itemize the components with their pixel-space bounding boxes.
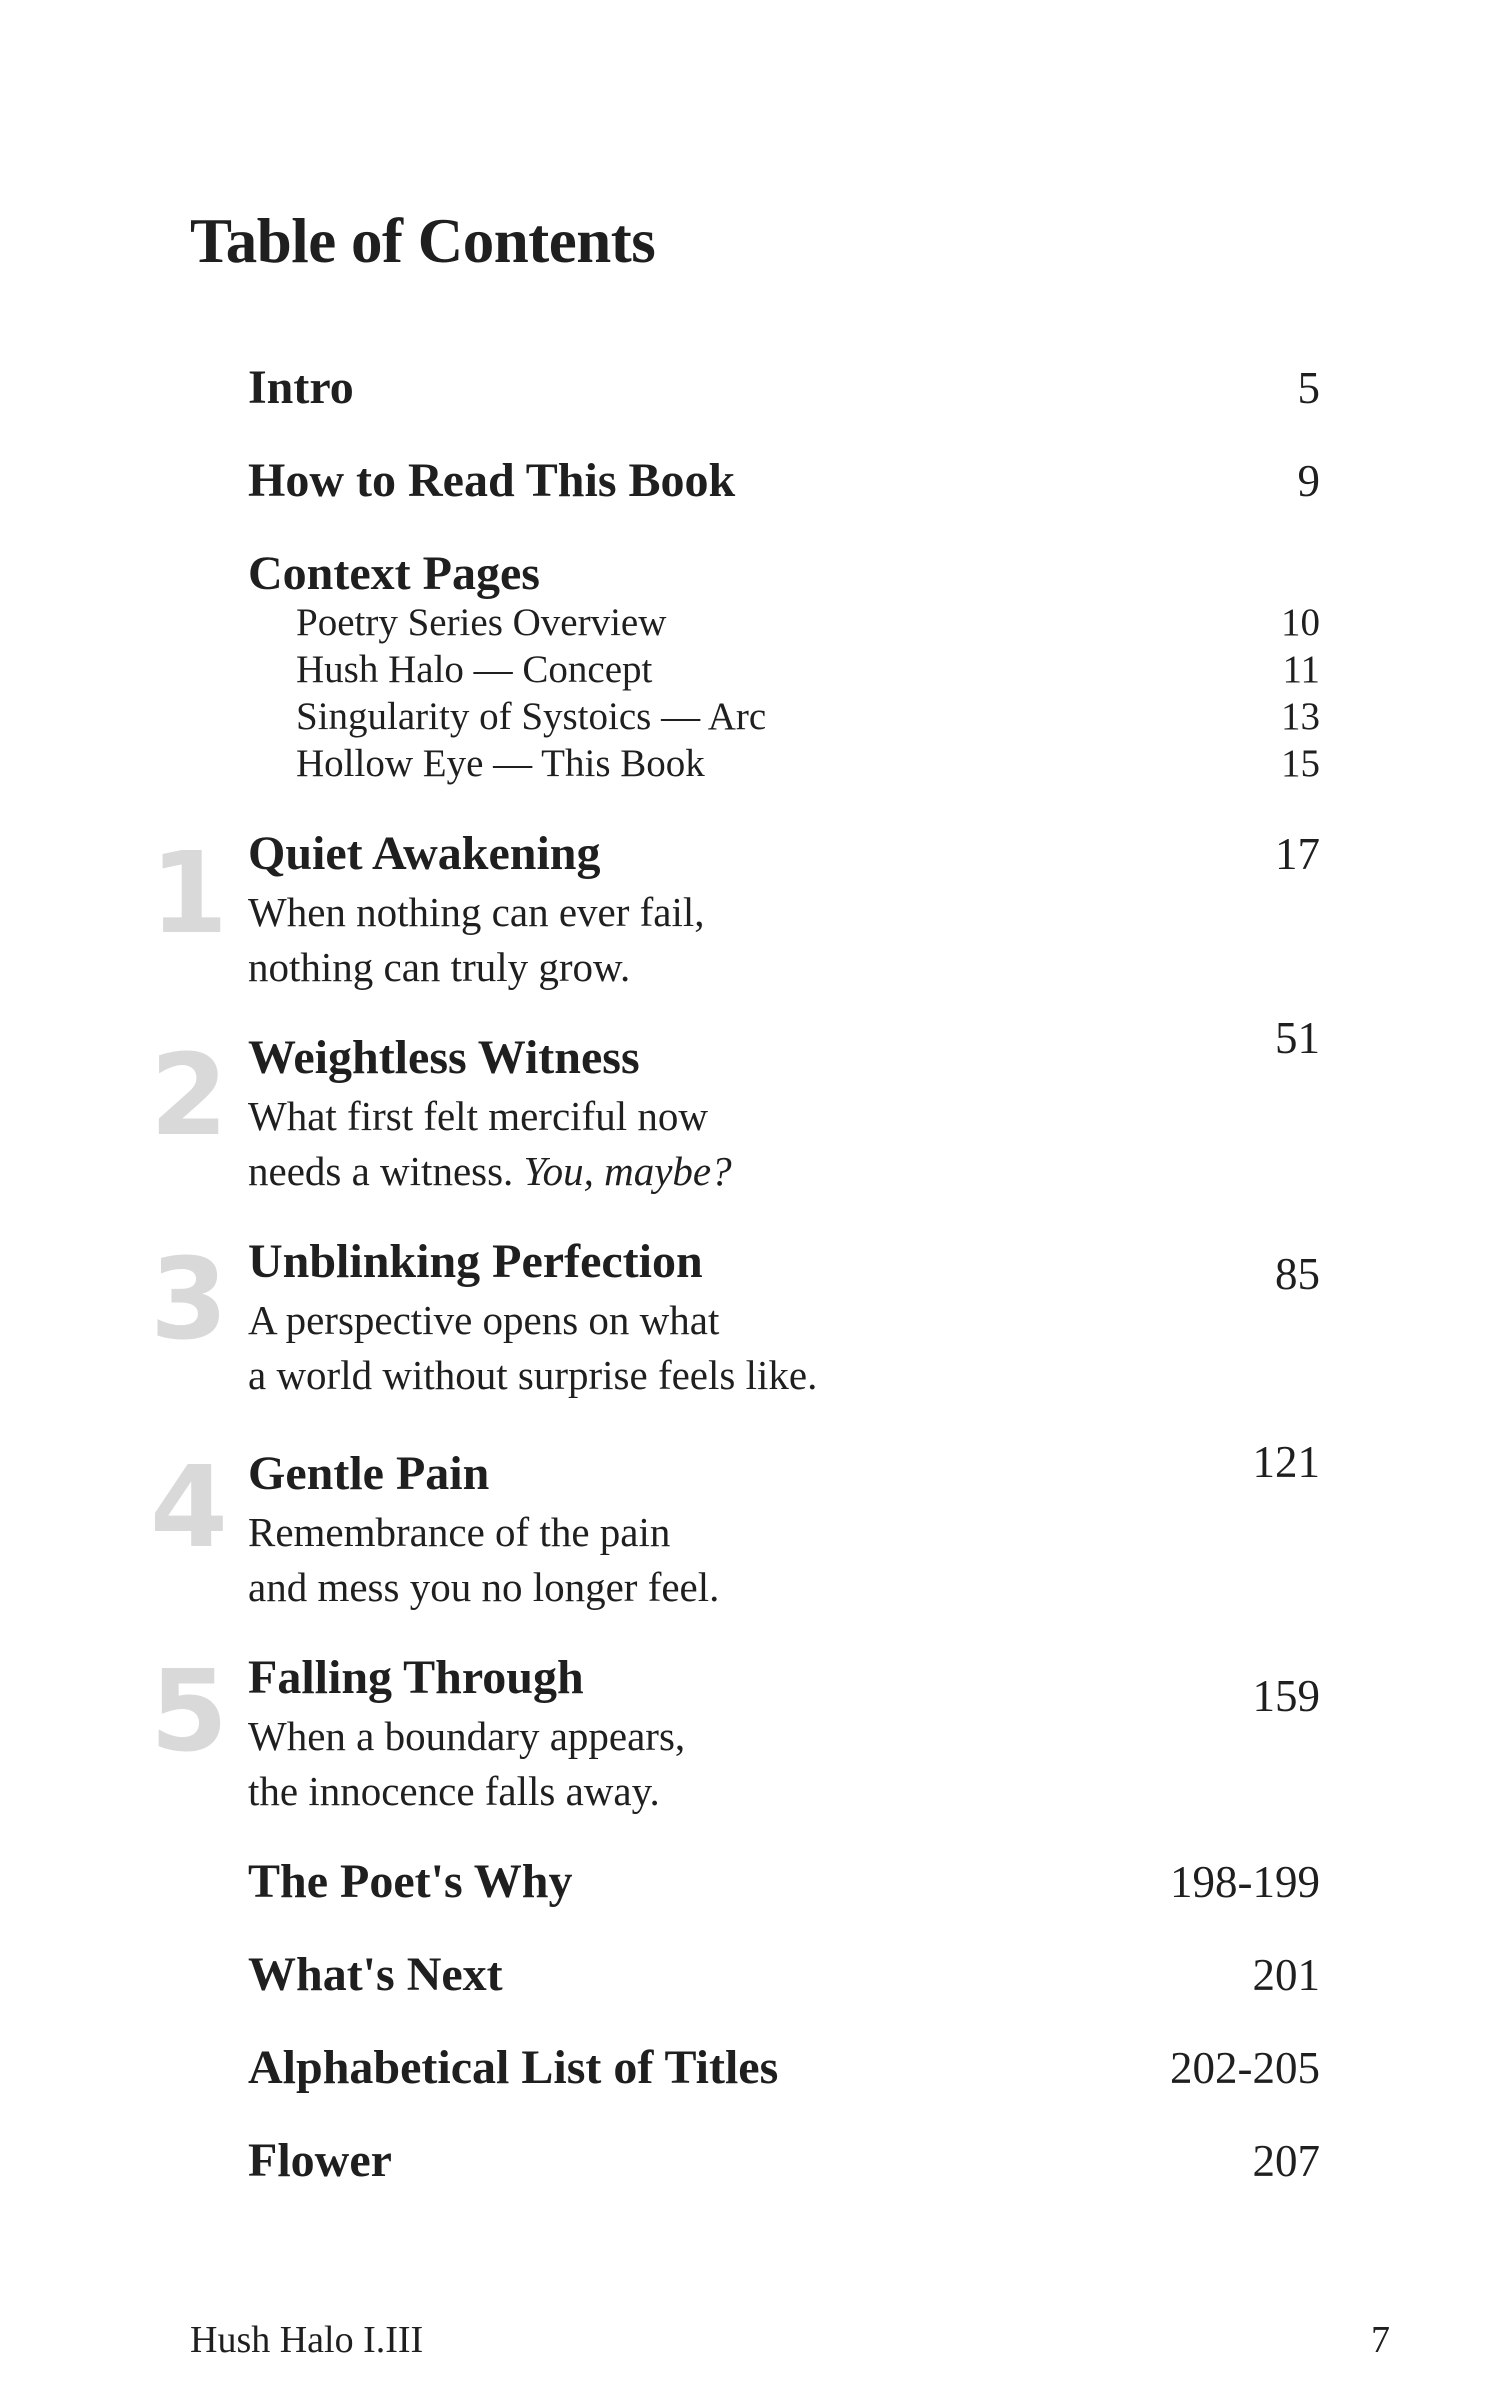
entry-label: Alphabetical List of Titles (248, 2041, 779, 2094)
toc-entry-flower[interactable] (248, 2133, 1320, 2188)
subentry-page: 11 (1282, 648, 1320, 691)
chapter-title: Unblinking Perfection (248, 1235, 703, 1288)
chapter-number: 3 (150, 1235, 228, 1365)
chapter-description: Remembrance of the pain and mess you no longer feel. (248, 1509, 720, 1610)
entry-page: 207 (1252, 2136, 1320, 2186)
toc-subentry[interactable] (248, 693, 1320, 740)
entry-page: 198-199 (1170, 1857, 1320, 1907)
section-label: Context Pages (248, 547, 540, 600)
toc-entry-how-to-read[interactable] (248, 453, 1320, 508)
page-footer (190, 2318, 1390, 2362)
chapter-description: What first felt merciful now needs a witness. You, maybe? (248, 1093, 732, 1194)
toc-entry-intro[interactable] (248, 360, 1320, 415)
toc-chapter-2[interactable] (248, 1013, 1320, 1199)
chapter-number: 4 (150, 1443, 228, 1573)
toc-chapter-4[interactable] (248, 1437, 1320, 1615)
chapter-title: Weightless Witness (248, 1031, 640, 1084)
toc-section-context (248, 546, 1320, 787)
chapter-page: 51 (1275, 1013, 1320, 1063)
entry-page: 5 (1297, 363, 1320, 413)
chapter-number: 2 (150, 1031, 228, 1161)
footer-page-number: 7 (1371, 2319, 1390, 2361)
entry-page: 202-205 (1170, 2043, 1320, 2093)
entry-label: Flower (248, 2134, 392, 2187)
toc-chapter-5[interactable] (248, 1650, 1320, 1819)
chapter-description: When a boundary appears, the innocence falls away. (248, 1713, 686, 1814)
entry-label: What's Next (248, 1948, 503, 2001)
chapter-page: 17 (1275, 829, 1320, 879)
toc-subentry[interactable] (248, 599, 1320, 646)
toc-chapter-3[interactable] (248, 1234, 1320, 1403)
toc-chapter-1[interactable] (248, 826, 1320, 995)
entry-label: Intro (248, 361, 354, 414)
subentry-label: Singularity of Systoics — Arc (296, 695, 767, 738)
toc-entry-whats-next[interactable] (248, 1947, 1320, 2002)
chapter-page: 159 (1252, 1671, 1320, 1721)
subentry-label: Hush Halo — Concept (296, 648, 653, 691)
chapter-title: Falling Through (248, 1651, 584, 1704)
chapter-page: 85 (1275, 1249, 1320, 1299)
subentry-page: 13 (1281, 695, 1320, 738)
entry-page: 201 (1252, 1950, 1320, 2000)
subentry-page: 15 (1281, 742, 1320, 785)
chapter-number: 1 (150, 829, 228, 959)
entry-label: The Poet's Why (248, 1855, 573, 1908)
chapter-page: 121 (1252, 1437, 1320, 1487)
toc-entry-alphabetical-list[interactable] (248, 2040, 1320, 2095)
footer-book-title: Hush Halo I.III (190, 2319, 424, 2361)
chapter-title: Gentle Pain (248, 1447, 490, 1500)
toc-subentry[interactable] (248, 646, 1320, 693)
toc-subentry[interactable] (248, 740, 1320, 787)
subentry-label: Hollow Eye — This Book (296, 742, 705, 785)
chapter-number: 5 (150, 1647, 228, 1777)
page-title: Table of Contents (190, 206, 656, 276)
entry-label: How to Read This Book (248, 454, 736, 507)
chapter-description: A perspective opens on what a world without surprise feels like. (248, 1297, 818, 1398)
subentry-label: Poetry Series Overview (296, 601, 667, 644)
chapter-title: Quiet Awakening (248, 827, 601, 880)
entry-page: 9 (1297, 456, 1320, 506)
chapter-description: When nothing can ever fail, nothing can truly grow. (248, 889, 705, 990)
toc-entry-poets-why[interactable] (248, 1854, 1320, 1909)
subentry-page: 10 (1281, 601, 1320, 644)
